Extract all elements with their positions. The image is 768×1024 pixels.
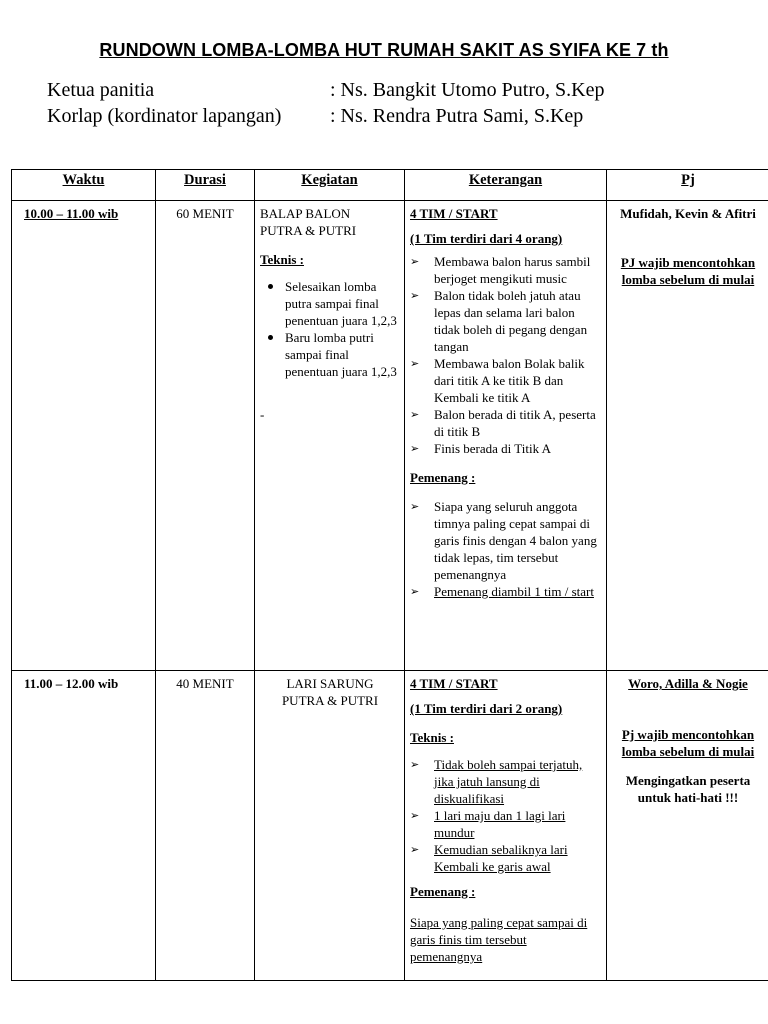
table-header-row <box>12 170 768 201</box>
kegiatan-title: BALAP BALON PUTRA & PUTRI <box>260 206 357 238</box>
cell-kegiatan <box>255 201 405 671</box>
header-durasi: Durasi <box>156 170 255 201</box>
list-item: Selesaikan lomba putra sampai final penentuan juara 1,2,3 <box>260 278 400 329</box>
arrow-bullet-icon: ➢ <box>410 408 420 421</box>
arrow-bullet-icon: ➢ <box>410 255 420 268</box>
cell-pj <box>607 671 768 981</box>
cell-durasi: 40 MENIT <box>156 671 255 981</box>
teknis-label: Teknis : <box>410 730 454 745</box>
teknis-label: Teknis : <box>260 252 304 267</box>
list-item: ➢ Siapa yang seluruh anggota timnya paling cepat sampai di garis finis dengan 4 balon yang tidak lepas, tim tersebut pemenangnya <box>410 499 597 582</box>
pemenang-text: Siapa yang paling cepat sampai di garis finis tim tersebut pemenangnya <box>410 915 588 964</box>
cell-durasi: 60 MENIT <box>156 201 255 671</box>
arrow-bullet-icon: ➢ <box>410 289 420 302</box>
list-item: ➢ Pemenang diambil 1 tim / start <box>410 584 594 599</box>
info-ketua-panitia <box>47 78 604 102</box>
info-value: : Ns. Bangkit Utomo Putro, S.Kep <box>330 79 605 101</box>
list-item: ➢ 1 lari maju dan 1 lagi lari mundur <box>410 808 566 840</box>
start-label: 4 TIM / START <box>410 676 498 691</box>
arrow-bullet-icon: ➢ <box>410 442 420 455</box>
cell-kegiatan <box>255 671 405 981</box>
table-row <box>12 671 768 981</box>
document-title: RUNDOWN LOMBA-LOMBA HUT RUMAH SAKIT AS SYIFA KE 7 th <box>99 40 669 60</box>
pj-reminder: Mengingatkan peserta untuk hati-hati !!! <box>625 773 751 805</box>
header-pj: Pj <box>607 170 768 201</box>
header-waktu: Waktu <box>12 170 156 201</box>
arrow-bullet-icon: ➢ <box>410 357 420 370</box>
tim-note: (1 Tim terdiri dari 4 orang) <box>410 231 563 246</box>
cell-waktu: 11.00 – 12.00 wib <box>12 671 156 981</box>
kegiatan-title: LARI SARUNG PUTRA & PUTRI <box>281 676 379 708</box>
list-item: ➢ Balon berada di titik A, peserta di titik B <box>410 407 596 439</box>
pj-note: Pj wajib mencontohkan lomba sebelum di mulai <box>621 727 755 759</box>
info-korlap <box>47 104 583 128</box>
rules-list <box>410 756 602 875</box>
info-label: Ketua panitia <box>47 79 155 101</box>
pj-note: PJ wajib mencontohkan lomba sebelum di mulai <box>620 255 756 287</box>
cell-keterangan <box>405 671 607 981</box>
arrow-bullet-icon: ➢ <box>410 758 420 771</box>
pemenang-label: Pemenang : <box>410 470 476 485</box>
cell-keterangan <box>405 201 607 671</box>
header-kegiatan: Kegiatan <box>255 170 405 201</box>
table-row <box>12 201 768 671</box>
list-item: ➢ Tidak boleh sampai terjatuh, jika jatuh lansung di diskualifikasi <box>410 757 583 806</box>
dash-mark: - <box>260 407 265 422</box>
teknis-list <box>260 278 400 380</box>
pj-names: Mufidah, Kevin & Afitri <box>620 206 756 221</box>
list-item: ➢ Membawa balon Bolak balik dari titik A ke titik B dan Kembali ke titik A <box>410 356 585 405</box>
cell-waktu: 10.00 – 11.00 wib <box>12 201 156 671</box>
list-item: ➢ Membawa balon harus sambil berjoget mengikuti music <box>410 254 591 286</box>
arrow-bullet-icon: ➢ <box>410 843 420 856</box>
info-value: : Ns. Rendra Putra Sami, S.Kep <box>330 105 584 127</box>
cell-pj <box>607 201 768 671</box>
list-item: Baru lomba putri sampai final penentuan juara 1,2,3 <box>260 329 400 380</box>
list-item: ➢ Kemudian sebaliknya lari Kembali ke garis awal <box>410 842 568 874</box>
pemenang-label: Pemenang : <box>410 884 476 899</box>
rundown-table <box>11 169 768 981</box>
list-item: ➢ Finis berada di Titik A <box>410 441 552 456</box>
tim-note: (1 Tim terdiri dari 2 orang) <box>410 701 563 716</box>
arrow-bullet-icon: ➢ <box>410 809 420 822</box>
header-keterangan: Keterangan <box>405 170 607 201</box>
rules-list <box>410 253 602 457</box>
arrow-bullet-icon: ➢ <box>410 500 420 513</box>
start-label: 4 TIM / START <box>410 206 498 221</box>
pemenang-list <box>410 498 602 600</box>
info-label: Korlap (kordinator lapangan) <box>47 105 282 127</box>
pj-names: Woro, Adilla & Nogie <box>628 676 748 691</box>
list-item: ➢ Balon tidak boleh jatuh atau lepas dan selama lari balon tidak boleh di pegang dengan tangan <box>410 288 588 354</box>
arrow-bullet-icon: ➢ <box>410 585 420 598</box>
